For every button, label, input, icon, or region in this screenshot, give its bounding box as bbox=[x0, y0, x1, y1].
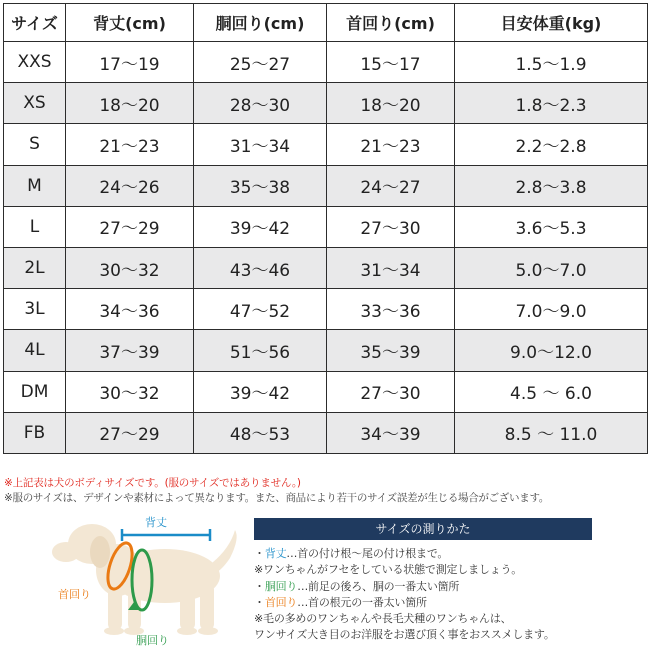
chest-girth-cell: 25〜27 bbox=[194, 42, 327, 83]
header-size: サイズ bbox=[4, 4, 66, 42]
how-to-measure-list bbox=[254, 546, 646, 644]
size-cell: DM bbox=[4, 371, 66, 412]
chest-girth-cell: 48〜53 bbox=[194, 412, 327, 453]
back-length-cell: 30〜32 bbox=[66, 247, 194, 288]
header-weight: 目安体重(kg) bbox=[455, 4, 648, 42]
table-row bbox=[4, 83, 648, 124]
header-neck-girth: 首回り(cm) bbox=[327, 4, 455, 42]
chest-girth-label: 胴回り bbox=[136, 634, 169, 647]
back-length-cell: 24〜26 bbox=[66, 165, 194, 206]
table-row bbox=[4, 371, 648, 412]
header-chest-girth: 胴回り(cm) bbox=[194, 4, 327, 42]
size-cell: XS bbox=[4, 83, 66, 124]
weight-cell: 2.8〜3.8 bbox=[455, 165, 648, 206]
back-length-cell: 17〜19 bbox=[66, 42, 194, 83]
howto-chest-line: ・胴回り…前足の後ろ、胴の一番太い箇所 bbox=[254, 579, 460, 593]
howto-size-up-note: ワンサイズ大き目のお洋服をお選び頂く事をおススメします。 bbox=[254, 628, 555, 642]
size-cell: 4L bbox=[4, 330, 66, 371]
chest-girth-cell: 35〜38 bbox=[194, 165, 327, 206]
chest-girth-cell: 43〜46 bbox=[194, 247, 327, 288]
chest-girth-cell: 39〜42 bbox=[194, 371, 327, 412]
back-length-cell: 37〜39 bbox=[66, 330, 194, 371]
back-length-cell: 30〜32 bbox=[66, 371, 194, 412]
howto-neck-desc: …首の根元の一番太い箇所 bbox=[297, 595, 427, 609]
measurement-diagram bbox=[30, 508, 250, 648]
neck-girth-cell: 34〜39 bbox=[327, 412, 455, 453]
back-length-cell: 21〜23 bbox=[66, 124, 194, 165]
size-cell: 3L bbox=[4, 289, 66, 330]
weight-cell: 9.0〜12.0 bbox=[455, 330, 648, 371]
table-row bbox=[4, 165, 648, 206]
neck-girth-cell: 21〜23 bbox=[327, 124, 455, 165]
table-row bbox=[4, 206, 648, 247]
weight-cell: 5.0〜7.0 bbox=[455, 247, 648, 288]
howto-neck-line: ・首回り…首の根元の一番太い箇所 bbox=[254, 595, 427, 609]
dog-illustration bbox=[30, 508, 250, 648]
weight-cell: 1.8〜2.3 bbox=[455, 83, 648, 124]
howto-back-term: 背丈 bbox=[264, 547, 287, 560]
size-chart-table bbox=[3, 3, 648, 454]
howto-back-desc: …首の付け根〜尾の付け根まで。 bbox=[286, 547, 449, 560]
neck-girth-cell: 31〜34 bbox=[327, 247, 455, 288]
size-cell: FB bbox=[4, 412, 66, 453]
back-length-label: 背丈 bbox=[145, 516, 167, 529]
weight-cell: 3.6〜5.3 bbox=[455, 206, 648, 247]
neck-girth-cell: 33〜36 bbox=[327, 289, 455, 330]
back-length-cell: 27〜29 bbox=[66, 206, 194, 247]
neck-girth-cell: 24〜27 bbox=[327, 165, 455, 206]
howto-neck-term: 首回り bbox=[264, 595, 298, 609]
howto-posture-note: ※ワンちゃんがフセをしている状態で測定しましょう。 bbox=[254, 563, 523, 577]
chest-girth-cell: 28〜30 bbox=[194, 83, 327, 124]
weight-cell: 8.5 〜 11.0 bbox=[455, 412, 648, 453]
header-back-length: 背丈(cm) bbox=[66, 4, 194, 42]
table-header-row bbox=[4, 4, 648, 42]
table-row bbox=[4, 42, 648, 83]
how-to-measure-title: サイズの測りかた bbox=[254, 518, 592, 540]
disclaimer-body-size: ※上記表は犬のボディサイズです。(服のサイズではありません。) bbox=[4, 477, 301, 489]
chest-girth-cell: 39〜42 bbox=[194, 206, 327, 247]
howto-chest-term: 胴回り bbox=[264, 579, 298, 593]
neck-girth-cell: 27〜30 bbox=[327, 206, 455, 247]
size-cell: 2L bbox=[4, 247, 66, 288]
weight-cell: 4.5 〜 6.0 bbox=[455, 371, 648, 412]
neck-girth-cell: 18〜20 bbox=[327, 83, 455, 124]
neck-girth-cell: 27〜30 bbox=[327, 371, 455, 412]
howto-longhair-note: ※毛の多めのワンちゃんや長毛犬種のワンちゃんは、 bbox=[254, 612, 512, 626]
chest-girth-cell: 51〜56 bbox=[194, 330, 327, 371]
size-cell: M bbox=[4, 165, 66, 206]
weight-cell: 7.0〜9.0 bbox=[455, 289, 648, 330]
chest-girth-cell: 47〜52 bbox=[194, 289, 327, 330]
table-body bbox=[4, 42, 648, 454]
neck-girth-label: 首回り bbox=[58, 588, 91, 601]
chest-girth-cell: 31〜34 bbox=[194, 124, 327, 165]
size-cell: L bbox=[4, 206, 66, 247]
howto-back-line: ・背丈…首の付け根〜尾の付け根まで。 bbox=[254, 547, 449, 560]
neck-girth-cell: 15〜17 bbox=[327, 42, 455, 83]
back-length-cell: 18〜20 bbox=[66, 83, 194, 124]
table-row bbox=[4, 289, 648, 330]
disclaimer-size-variance: ※服のサイズは、デザインや素材によって異なります。また、商品により若干のサイズ誤差が生じる場合がございます。 bbox=[4, 492, 550, 504]
size-cell: S bbox=[4, 124, 66, 165]
back-length-indicator bbox=[122, 529, 210, 541]
weight-cell: 1.5〜1.9 bbox=[455, 42, 648, 83]
table-row bbox=[4, 330, 648, 371]
size-cell: XXS bbox=[4, 42, 66, 83]
table-row bbox=[4, 124, 648, 165]
table-row bbox=[4, 247, 648, 288]
table-row bbox=[4, 412, 648, 453]
back-length-cell: 27〜29 bbox=[66, 412, 194, 453]
howto-chest-desc: …前足の後ろ、胴の一番太い箇所 bbox=[297, 579, 460, 593]
back-length-cell: 34〜36 bbox=[66, 289, 194, 330]
neck-girth-cell: 35〜39 bbox=[327, 330, 455, 371]
weight-cell: 2.2〜2.8 bbox=[455, 124, 648, 165]
